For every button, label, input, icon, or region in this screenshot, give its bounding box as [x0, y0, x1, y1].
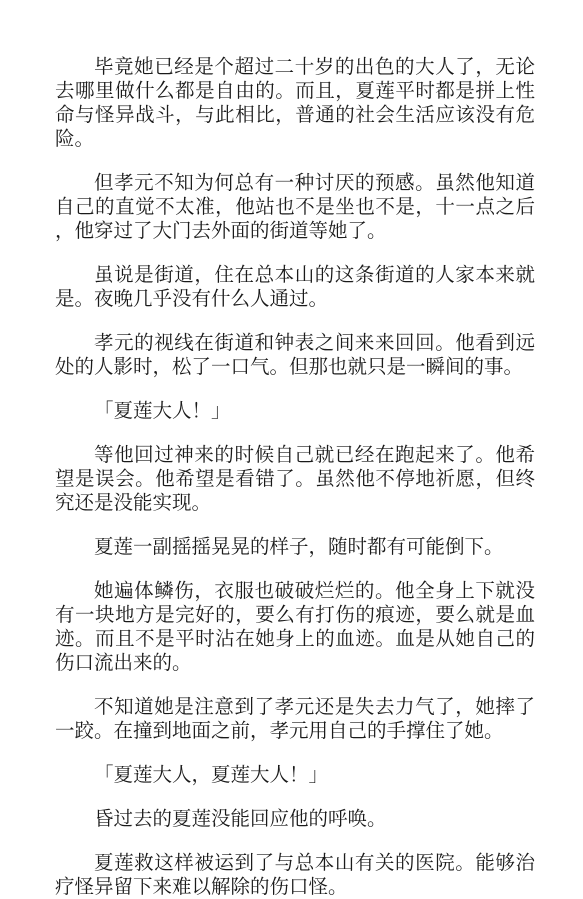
paragraph-3: 虽说是街道，住在总本山的这条街道的人家本来就是。夜晚几乎没有什么人通过。 — [55, 263, 535, 310]
paragraph-4: 孝元的视线在街道和钟表之间来来回回。他看到远处的人影时，松了一口气。但那也就只是一瞬间的事。 — [55, 331, 535, 378]
paragraph-2: 但孝元不知为何总有一种讨厌的预感。虽然他知道自己的直觉不太准，他站也不是坐也不是，十一点之后，他穿过了大门去外面的街道等她了。 — [55, 171, 535, 242]
dialogue-line-1: 「夏莲大人！」 — [94, 399, 231, 422]
paragraph-6: 夏莲一副摇摇晃晃的样子，随时都有可能倒下。 — [94, 535, 504, 558]
paragraph-8: 不知道她是注意到了孝元还是失去力气了，她摔了一跤。在撞到地面之前，孝元用自己的手撑住了她。 — [55, 695, 535, 742]
dialogue-line-2: 「夏莲大人，夏莲大人！」 — [94, 763, 329, 786]
paragraph-5: 等他回过神来的时候自己就已经在跑起来了。他希望是误会。他希望是看错了。虽然他不停地祈愿，但终究还是没能实现。 — [55, 443, 535, 514]
paragraph-7: 她遍体鳞伤，衣服也破破烂烂的。他全身上下就没有一块地方是完好的，要么有打伤的痕迹，要么就是血迹。而且不是平时沾在她身上的血迹。血是从她自己的伤口流出来的。 — [55, 579, 535, 674]
paragraph-10: 夏莲救这样被运到了与总本山有关的医院。能够治疗怪异留下来难以解除的伤口怪。 — [55, 851, 535, 898]
paragraph-9: 昏过去的夏莲没能回应他的呼唤。 — [94, 807, 387, 830]
paragraph-1: 毕竟她已经是个超过二十岁的出色的大人了，无论去哪里做什么都是自由的。而且，夏莲平时都是拼上性命与怪异战斗，与此相比，普通的社会生活应该没有危险。 — [55, 55, 535, 150]
document-page — [55, 55, 535, 899]
